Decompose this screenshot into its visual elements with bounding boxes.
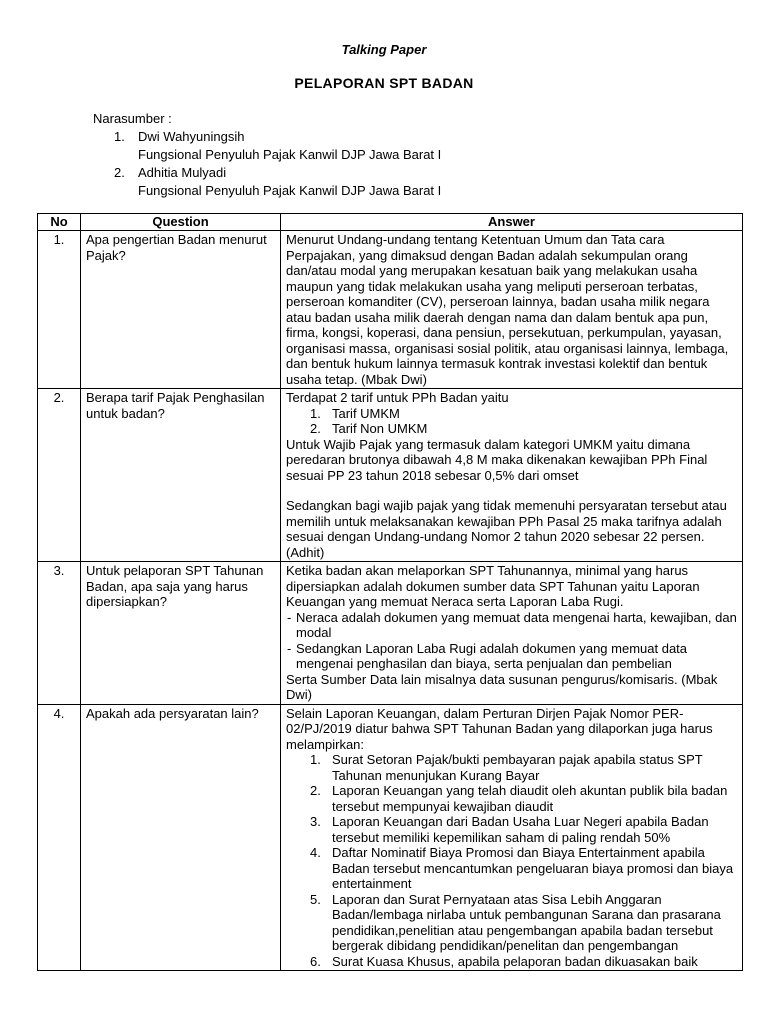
list-number: 2. xyxy=(310,783,321,798)
speaker-number: 1. xyxy=(114,129,125,144)
table-header-row xyxy=(38,214,743,231)
row-question: Berapa tarif Pajak Penghasilan untuk badan? xyxy=(81,389,281,562)
answer-paragraph: Sedangkan bagi wajib pajak yang tidak memenuhi persyaratan tersebut atau memilih untuk melaksanakan kewajiban PPh Pasal 25 maka tarifnya adalah sesuai dengan Undang-undang Nomor 2 tahun 2020 sebesar 22 persen. (Adhit) xyxy=(286,498,727,560)
table-row xyxy=(38,704,743,971)
speaker-number: 2. xyxy=(114,165,125,180)
speaker-item xyxy=(93,128,441,146)
row-answer: Menurut Undang-undang tentang Ketentuan Umum dan Tata cara Perpajakan, yang dimaksud dengan Badan adalah sekumpulan orang dan/atau modal yang merupakan kesatuan baik yang melakukan usaha maupun yang tidak melakukan usaha yang meliputi perseroan terbatas, perseroan komanditer (CV), perseroan lainnya, badan usaha milik negara atau badan usaha milik daerah dengan nama dan dalam bentuk apa pun, firma, kongsi, koperasi, dana pensiun, persekutuan, perkumpulan, yayasan, organisasi massa, organisasi sosial politik, atau organisasi lainnya, lembaga, dan bentuk hukum lainnya termasuk kontrak investasi kolektif dan bentuk usaha tetap. (Mbak Dwi) xyxy=(281,231,743,389)
header-answer: Answer xyxy=(281,214,743,231)
speaker-role: Fungsional Penyuluh Pajak Kanwil DJP Jawa Barat I xyxy=(138,183,442,198)
answer-intro: Ketika badan akan melaporkan SPT Tahunannya, minimal yang harus dipersiapkan adalah dokumen sumber data SPT Tahunan yaitu Laporan Keuangan yang memuat Neraca serta Laporan Laba Rugi. xyxy=(286,563,700,609)
list-number: 1. xyxy=(310,752,321,767)
table-row xyxy=(38,231,743,389)
list-item xyxy=(286,954,737,970)
speakers-section xyxy=(93,110,441,200)
list-number: 5. xyxy=(310,891,321,907)
list-item xyxy=(286,814,737,845)
qa-table xyxy=(37,213,743,971)
row-question: Untuk pelaporan SPT Tahunan Badan, apa saja yang harus dipersiapkan? xyxy=(81,562,281,705)
table-row xyxy=(38,562,743,705)
row-number: 2. xyxy=(38,389,81,562)
list-item xyxy=(286,406,737,422)
list-item xyxy=(286,610,737,641)
list-number: 4. xyxy=(310,845,321,860)
list-item xyxy=(286,783,737,814)
list-item xyxy=(286,845,737,892)
speaker-role: Fungsional Penyuluh Pajak Kanwil DJP Jawa Barat I xyxy=(138,147,442,162)
answer-bullets xyxy=(286,610,737,672)
answer-intro: Terdapat 2 tarif untuk PPh Badan yaitu xyxy=(286,390,509,405)
list-text: Tarif Non UMKM xyxy=(332,421,428,436)
speaker-name: Adhitia Mulyadi xyxy=(138,165,227,180)
list-text: Surat Kuasa Khusus, apabila pelaporan badan dikuasakan baik xyxy=(332,953,698,969)
row-number: 3. xyxy=(38,562,81,705)
list-text: Laporan Keuangan yang telah diaudit oleh akuntan publik bila badan tersebut mempunyai kewajiban diaudit xyxy=(332,783,728,814)
document-title: Talking Paper xyxy=(341,42,427,57)
list-number: 1. xyxy=(310,405,321,421)
row-number: 1. xyxy=(38,231,81,389)
list-number: 3. xyxy=(310,814,321,829)
list-text: Neraca adalah dokumen yang memuat data mengenai harta, kewajiban, dan modal xyxy=(296,609,737,640)
list-number: 2. xyxy=(310,421,321,436)
row-answer xyxy=(281,704,743,971)
list-text: Surat Setoran Pajak/bukti pembayaran pajak apabila status SPT Tahunan menunjukan Kurang Bayar xyxy=(332,752,703,783)
answer-outro: Serta Sumber Data lain misalnya data susunan pengurus/komisaris. (Mbak Dwi) xyxy=(286,671,718,702)
list-number: 6. xyxy=(310,953,321,969)
answer-list xyxy=(286,406,737,437)
bullet-dash: - xyxy=(287,609,292,625)
list-text: Laporan dan Surat Pernyataan atas Sisa Lebih Anggaran Badan/lembaga nirlaba untuk pembangunan Sarana dan prasarana pendidikan,penelitian atau pengembangan apabila badan tersebut bergerak dibidang pendidikan/penelitan dan pengembangan xyxy=(332,891,721,953)
answer-list xyxy=(286,752,737,969)
header-question: Question xyxy=(81,214,281,231)
paragraph-gap xyxy=(286,483,737,498)
list-text: Laporan Keuangan dari Badan Usaha Luar Negeri apabila Badan tersebut memiliki kepemilikan saham di paling rendah 50% xyxy=(332,814,709,845)
answer-intro: Selain Laporan Keuangan, dalam Perturan Dirjen Pajak Nomor PER-02/PJ/2019 diatur bahwa SPT Tahunan Badan yang dilaporkan juga harus melampirkan: xyxy=(286,705,713,752)
list-text: Tarif UMKM xyxy=(332,405,400,421)
list-text: Sedangkan Laporan Laba Rugi adalah dokumen yang memuat data mengenai penghasilan dan biaya, serta penjualan dan pembelian xyxy=(296,640,688,671)
bullet-dash: - xyxy=(287,640,292,656)
list-text: Daftar Nominatif Biaya Promosi dan Biaya Entertainment apabila Badan tersebut mencantumkan pengeluaran biaya promosi dan biaya entertainment xyxy=(332,845,734,891)
answer-paragraph: Untuk Wajib Pajak yang termasuk dalam kategori UMKM yaitu dimana peredaran brutonya dibawah 4,8 M maka dikenakan kewajiban PPh Final sesuai PP 23 tahun 2018 sebesar 0,5% dari omset xyxy=(286,436,708,483)
speaker-name: Dwi Wahyuningsih xyxy=(138,129,245,144)
row-answer xyxy=(281,389,743,562)
row-question: Apa pengertian Badan menurut Pajak? xyxy=(81,231,281,389)
list-item xyxy=(286,641,737,672)
document-subtitle: PELAPORAN SPT BADAN xyxy=(294,75,474,91)
list-item xyxy=(286,421,737,437)
table-row xyxy=(38,389,743,562)
row-question: Apakah ada persyaratan lain? xyxy=(81,704,281,971)
list-item xyxy=(286,752,737,783)
speaker-item xyxy=(93,164,441,182)
row-number: 4. xyxy=(38,704,81,971)
row-answer xyxy=(281,562,743,705)
header-no: No xyxy=(38,214,81,231)
list-item xyxy=(286,892,737,954)
speakers-label: Narasumber : xyxy=(93,111,172,126)
